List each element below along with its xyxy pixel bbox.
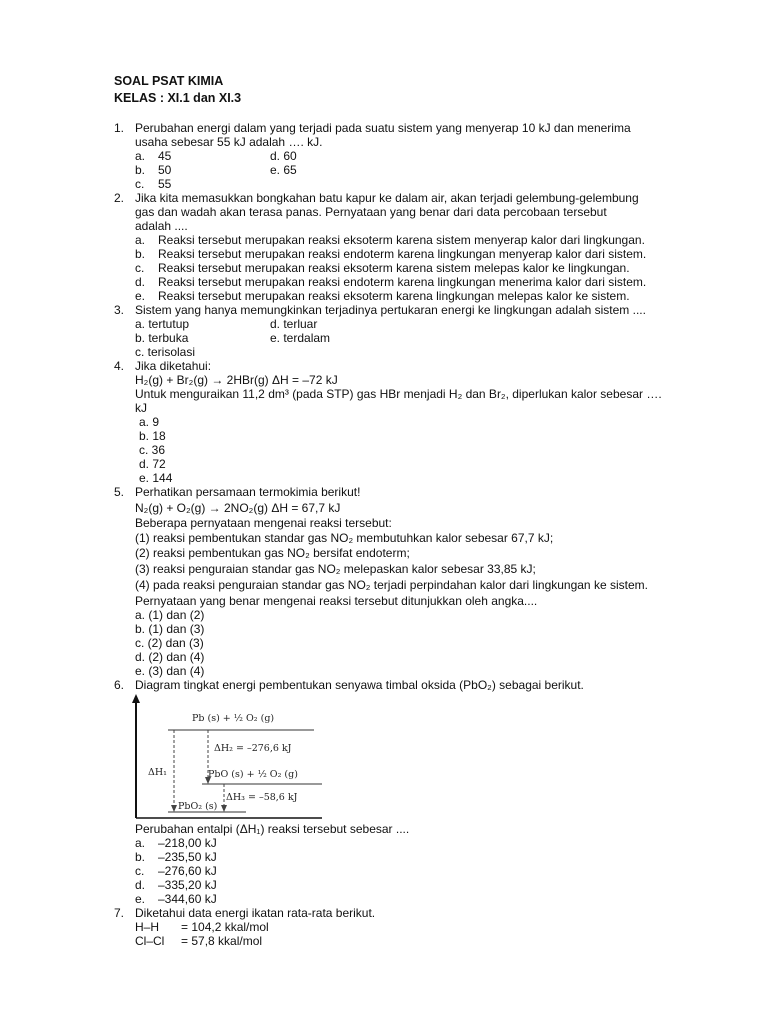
question-text: Untuk menguraikan 11,2 dm³ (pada STP) gas HBr menjadi H₂ dan Br₂, diperlukan kalor sebesar …. <box>135 387 662 401</box>
arrow-head-icon <box>171 805 177 812</box>
option-label: e. <box>135 892 146 906</box>
bond-label: Cl–Cl <box>135 934 165 948</box>
question-number: 5. <box>114 485 125 499</box>
option-d: d. terluar <box>270 317 318 331</box>
option-d: d. 60 <box>270 149 297 163</box>
bond-value: = 57,8 kkal/mol <box>181 934 263 948</box>
option-e: Reaksi tersebut merupakan reaksi eksoterm karena lingkungan melepas kalor ke sistem. <box>158 289 630 303</box>
question-text: Perhatikan persamaan termokimia berikut! <box>135 485 361 499</box>
question-text: Diagram tingkat energi pembentukan senyawa timbal oksida (PbO₂) sebagai berikut. <box>135 678 584 692</box>
option-label: c. <box>135 261 145 275</box>
document-class: KELAS : XI.1 dan XI.3 <box>114 91 242 105</box>
option-label: a. <box>135 233 146 247</box>
option-b: 50 <box>158 163 172 177</box>
question-number: 1. <box>114 121 125 135</box>
equation: N₂(g) + O₂(g) → 2NO₂(g) ΔH = 67,7 kJ <box>135 501 341 515</box>
option-c: –276,60 kJ <box>158 864 217 878</box>
question-number: 6. <box>114 678 125 692</box>
option-label: a. <box>135 836 146 850</box>
option-b: Reaksi tersebut merupakan reaksi endoterm karena lingkungan menyerap kalor dari sistem. <box>158 247 647 261</box>
option-c: 55 <box>158 177 172 191</box>
statement: (3) reaksi penguraian standar gas NO₂ melepaskan kalor sebesar 33,85 kJ; <box>135 562 536 576</box>
question-text: adalah .... <box>135 219 188 233</box>
option-label: c. <box>135 864 145 878</box>
option-a: a. 9 <box>139 415 160 429</box>
option-d: d. 72 <box>139 457 166 471</box>
option-c: Reaksi tersebut merupakan reaksi eksoterm karena sistem melepas kalor ke lingkungan. <box>158 261 630 275</box>
statement: (4) pada reaksi penguraian standar gas NO₂ terjadi perpindahan kalor dari lingkungan ke sistem. <box>135 578 648 592</box>
question-text: usaha sebesar 55 kJ adalah …. kJ. <box>135 135 323 149</box>
option-a: a. tertutup <box>135 317 190 331</box>
option-c: c. (2) dan (3) <box>135 636 204 650</box>
statement: (1) reaksi pembentukan standar gas NO₂ membutuhkan kalor sebesar 67,7 kJ; <box>135 531 554 545</box>
label-dh3: ΔH₃ = –58,6 kJ <box>226 792 298 803</box>
option-e: e. terdalam <box>270 331 331 345</box>
question-number: 3. <box>114 303 125 317</box>
equation: H₂(g) + Br₂(g) → 2HBr(g) ΔH = –72 kJ <box>135 373 338 387</box>
question-text: kJ <box>135 401 147 415</box>
option-d: d. (2) dan (4) <box>135 650 205 664</box>
question-text: Pernyataan yang benar mengenai reaksi tersebut ditunjukkan oleh angka.... <box>135 594 538 608</box>
question-text: gas dan wadah akan terasa panas. Pernyataan yang benar dari data percobaan tersebut <box>135 205 607 219</box>
option-label: b. <box>135 247 146 261</box>
label-dh2: ΔH₂ = –276,6 kJ <box>214 743 292 754</box>
label-reactants: Pb (s) + ½ O₂ (g) <box>192 713 275 724</box>
option-label: b. <box>135 850 146 864</box>
option-c: c. 36 <box>139 443 166 457</box>
question-text: Perubahan energi dalam yang terjadi pada suatu sistem yang menyerap 10 kJ dan menerima <box>135 121 631 135</box>
option-label: a. <box>135 149 146 163</box>
question-text: Jika diketahui: <box>135 359 212 373</box>
option-e: e. 65 <box>270 163 297 177</box>
option-a: 45 <box>158 149 172 163</box>
energy-level-diagram <box>126 694 326 819</box>
option-d: –335,20 kJ <box>158 878 217 892</box>
question-text: Diketahui data energi ikatan rata-rata berikut. <box>135 906 376 920</box>
option-label: d. <box>135 878 146 892</box>
option-a: Reaksi tersebut merupakan reaksi eksoterm karena sistem menyerap kalor dari lingkungan. <box>158 233 645 247</box>
option-label: b. <box>135 163 146 177</box>
option-label: d. <box>135 275 146 289</box>
option-label: e. <box>135 289 146 303</box>
option-e: e. (3) dan (4) <box>135 664 205 678</box>
label-dh1: ΔH₁ <box>148 767 167 778</box>
option-c: c. terisolasi <box>135 345 196 359</box>
bond-value: = 104,2 kkal/mol <box>181 920 269 934</box>
question-number: 2. <box>114 191 125 205</box>
statement: (2) reaksi pembentukan gas NO₂ bersifat endoterm; <box>135 546 410 560</box>
label-product: PbO₂ (s) <box>178 801 218 812</box>
question-number: 4. <box>114 359 125 373</box>
option-a: a. (1) dan (2) <box>135 608 205 622</box>
option-e: e. 144 <box>139 471 173 485</box>
option-b: b. terbuka <box>135 331 189 345</box>
document-title: SOAL PSAT KIMIA <box>114 74 224 88</box>
question-number: 7. <box>114 906 125 920</box>
option-e: –344,60 kJ <box>158 892 217 906</box>
axis-arrow-icon <box>132 694 140 703</box>
option-b: b. 18 <box>139 429 166 443</box>
option-d: Reaksi tersebut merupakan reaksi endoterm karena lingkungan menerima kalor dari sistem. <box>158 275 647 289</box>
label-intermediate: PbO (s) + ½ O₂ (g) <box>208 769 298 780</box>
question-text: Sistem yang hanya memungkinkan terjadinya pertukaran energi ke lingkungan adalah sistem .... <box>135 303 646 317</box>
question-text: Perubahan entalpi (ΔH₁) reaksi tersebut sebesar .... <box>135 822 410 836</box>
bond-label: H–H <box>135 920 160 934</box>
statement-intro: Beberapa pernyataan mengenai reaksi tersebut: <box>135 516 392 530</box>
option-label: c. <box>135 177 145 191</box>
option-b: b. (1) dan (3) <box>135 622 205 636</box>
question-text: Jika kita memasukkan bongkahan batu kapur ke dalam air, akan terjadi gelembung-gelembung <box>135 191 639 205</box>
option-a: –218,00 kJ <box>158 836 217 850</box>
option-b: –235,50 kJ <box>158 850 217 864</box>
arrow-head-icon <box>221 805 227 812</box>
